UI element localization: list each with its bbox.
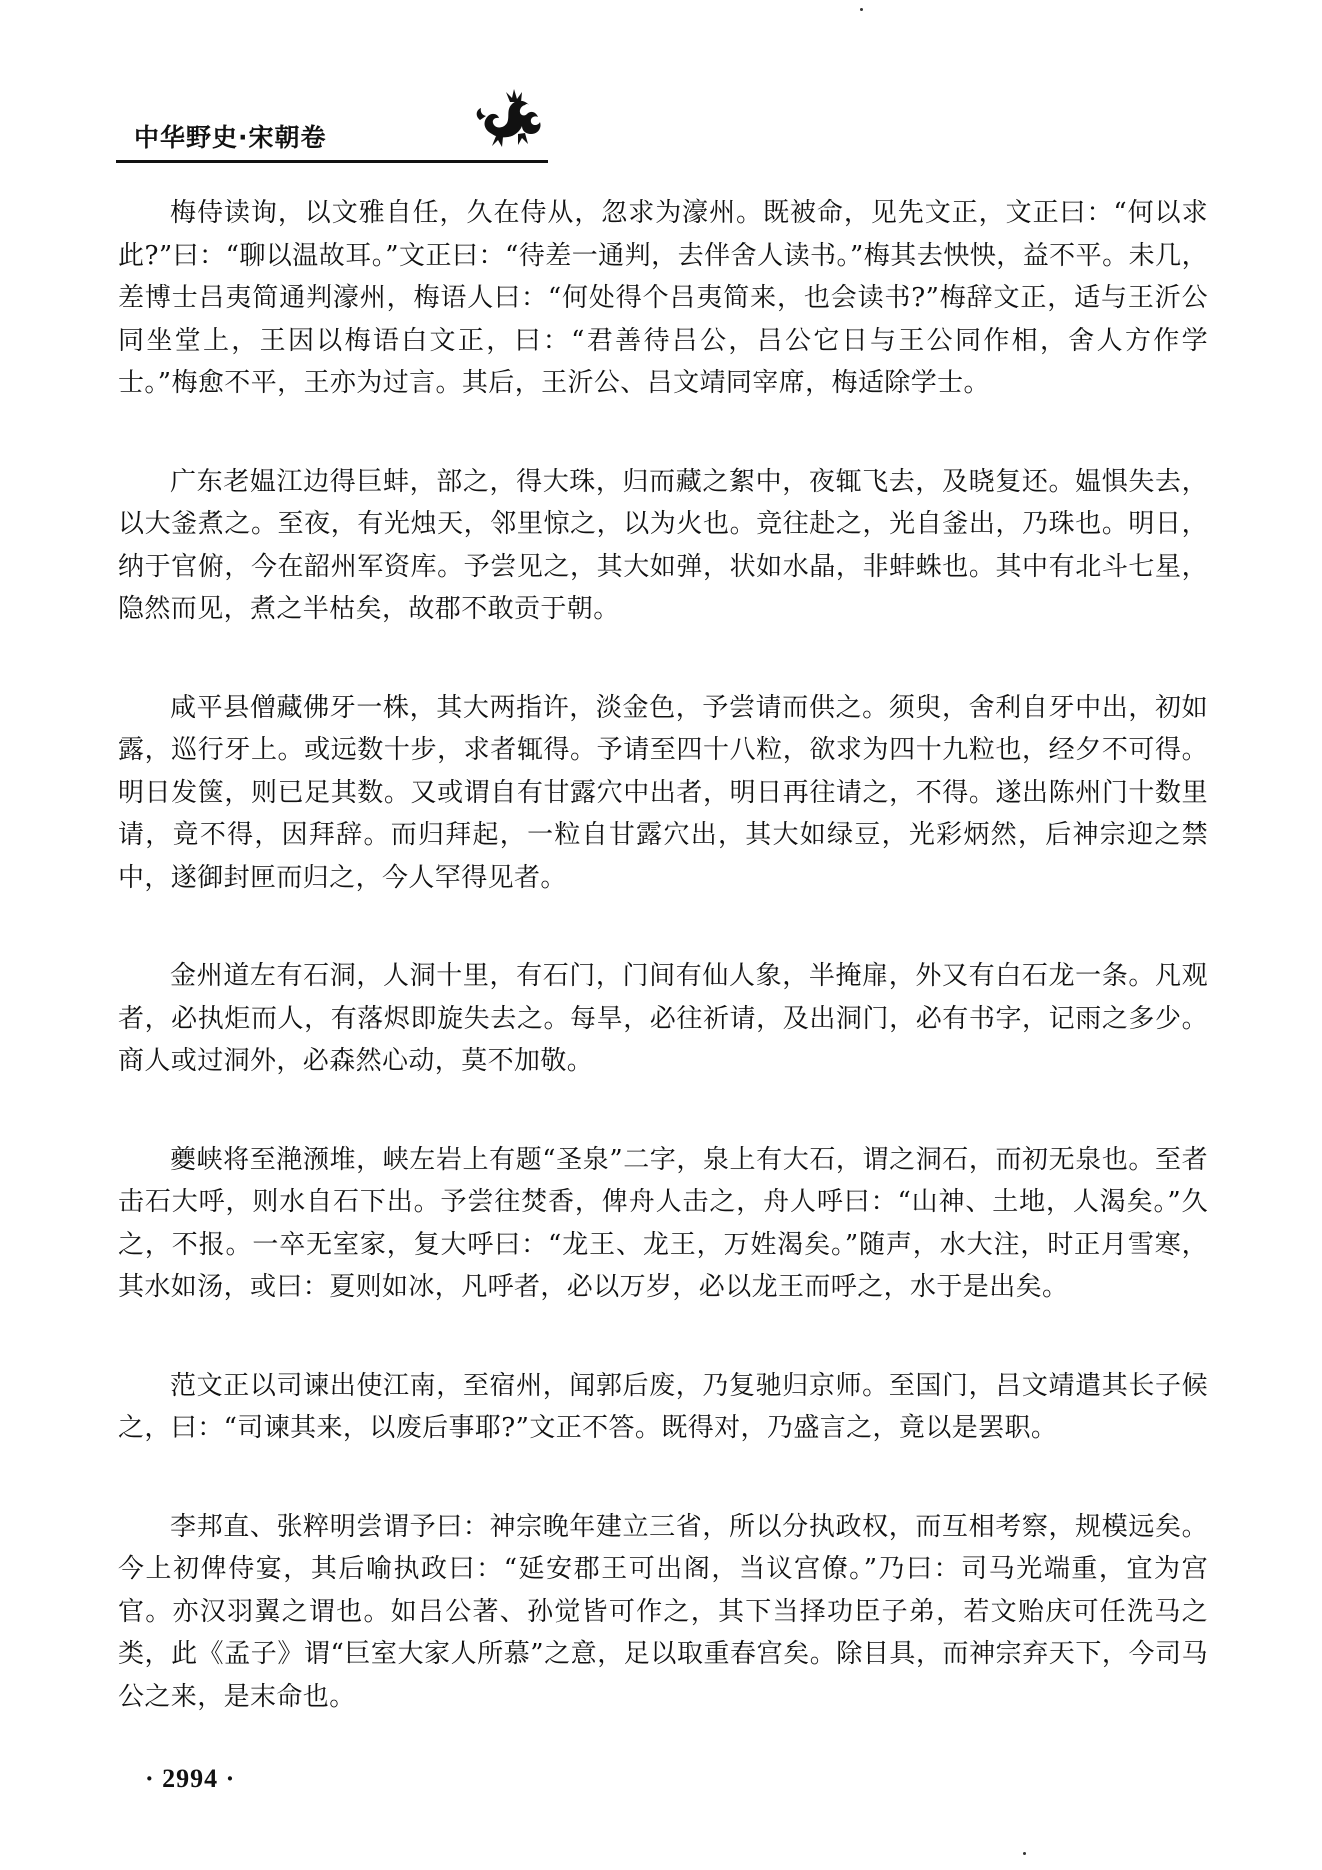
running-header bbox=[116, 84, 548, 164]
paragraph-4: 金州道左有石洞，人洞十里，有石门，门间有仙人象，半掩扉，外又有白石龙一条。凡观者，必执炬而人，有落烬即旋失去之。每旱，必往祈请，及出洞门，必有书字，记雨之多少。商人或过洞外，必森然心动，莫不加敬。 bbox=[118, 961, 1208, 1076]
page-number: · 2994 · bbox=[145, 1764, 236, 1793]
paragraph-7: 李邦直、张粹明尝谓予曰：神宗晚年建立三省，所以分执政权，而互相考察，规模远矣。今上初俾侍宴，其后喻执政曰：“延安郡王可出阁，当议宫僚。”乃曰：司马光端重，宜为宫官。亦汉羽翼之谓也。如吕公著、孙觉皆可作之，其下当择功臣子弟，若文贻庆可任洗马之类，此《孟子》谓“巨室大家人所慕”之意，足以取重春宫矣。除目具，而神宗弃天下，今司马公之来，是末命也。 bbox=[118, 1511, 1208, 1712]
dragon-emblem-icon bbox=[472, 86, 548, 148]
paragraph-6: 范文正以司谏出使江南，至宿州，闻郭后废，乃复驰归京师。至国门，吕文靖遣其长子候之，曰：“司谏其来，以废后事耶?”文正不答。既得对，乃盛言之，竟以是罢职。 bbox=[118, 1370, 1208, 1443]
header-rule bbox=[116, 160, 548, 163]
paragraph-5: 夔峡将至滟滪堆，峡左岩上有题“圣泉”二字，泉上有大石，谓之洞石，而初无泉也。至者击石大呼，则水自石下出。予尝往焚香，俾舟人击之，舟人呼曰：“山神、土地，人渴矣。”久之，不报。一卒无室家，复大呼曰：“龙王、龙王，万姓渴矣。”随声，水大注，时正月雪寒，其水如汤，或曰：夏则如冰，凡呼者，必以万岁，必以龙王而呼之，水于是出矣。 bbox=[118, 1144, 1208, 1302]
scan-speck bbox=[1023, 1852, 1026, 1855]
paragraph-2: 广东老媪江边得巨蚌，部之，得大珠，归而藏之絮中，夜辄飞去，及晓复还。媪惧失去，以大釜煮之。至夜，有光烛天，邻里惊之，以为火也。竞往赴之，光自釜出，乃珠也。明日，纳于官俯，今在韶州军资库。予尝见之，其大如弹，状如水晶，非蚌蛛也。其中有北斗七星，隐然而见，煮之半枯矣，故郡不敢贡于朝。 bbox=[118, 466, 1208, 624]
scan-speck bbox=[860, 8, 863, 11]
paragraph-1: 梅侍读询，以文雅自任，久在侍从，忽求为濠州。既被命，见先文正，文正曰：“何以求此?”曰：“聊以温故耳。”文正曰：“待差一通判，去伴舍人读书。”梅其去怏怏，益不平。未几，差博士吕夷简通判濠州，梅语人曰：“何处得个吕夷简来，也会读书?”梅辞文正，适与王沂公同坐堂上，王因以梅语白文正，曰：“君善待吕公，吕公它日与王公同作相，舍人方作学士。”梅愈不平，王亦为过言。其后，王沂公、吕文靖同宰席，梅适除学士。 bbox=[118, 198, 1208, 398]
book-title: 中华野史·宋朝卷 bbox=[134, 123, 327, 152]
main-text bbox=[118, 192, 1208, 1774]
paragraph-3: 咸平县僧藏佛牙一株，其大两指许，淡金色，予尝请而供之。须臾，舍利自牙中出，初如露，巡行牙上。或远数十步，求者辄得。予请至四十八粒，欲求为四十九粒也，经夕不可得。明日发箧，则已足其数。又或谓自有甘露穴中出者，明日再往请之，不得。遂出陈州门十数里请，竟不得，因拜辞。而归拜起，一粒自甘露穴出，其大如绿豆，光彩炳然，后神宗迎之禁中，遂御封匣而归之，今人罕得见者。 bbox=[118, 692, 1208, 893]
